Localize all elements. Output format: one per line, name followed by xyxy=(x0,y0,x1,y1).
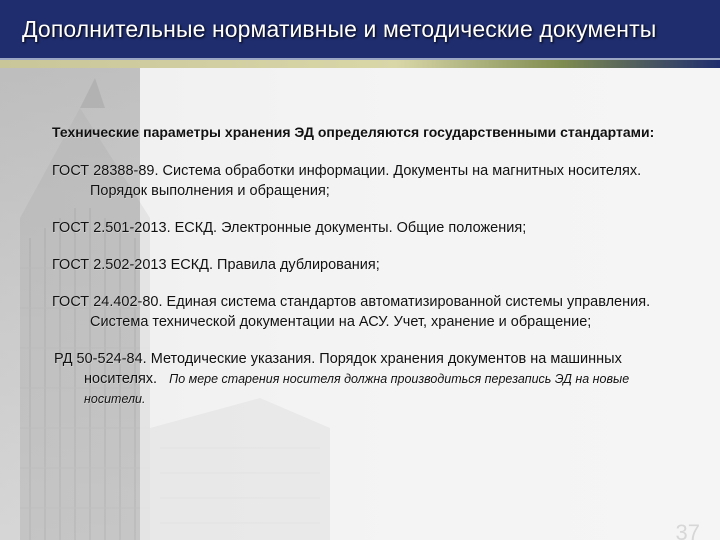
standard-gost-28388: ГОСТ 28388-89. Система обработки информации. Документы на магнитных носителях. Порядок выполнения и обращения; xyxy=(52,163,642,199)
standard-gost-2502: ГОСТ 2.502-2013 ЕСКД. Правила дублирования; xyxy=(52,257,380,273)
intro-paragraph: Технические параметры хранения ЭД определяются государственными стандартами: xyxy=(52,124,655,140)
slide-title: Дополнительные нормативные и методические документы xyxy=(22,16,657,42)
standard-rd-50-524 xyxy=(52,349,662,409)
title-bar xyxy=(0,0,720,60)
document-list xyxy=(52,122,662,426)
accent-bar xyxy=(0,60,720,68)
standard-gost-24402: ГОСТ 24.402-80. Единая система стандартов автоматизированной системы управления. Система технической документации на АСУ. Учет, хранение и обращение; xyxy=(52,294,651,330)
standard-gost-2501: ГОСТ 2.501-2013. ЕСКД. Электронные документы. Общие положения; xyxy=(52,220,527,236)
page-number: 37 xyxy=(675,520,700,540)
rd-text: РД 50-524-84. Методические указания. Порядок хранения документов на машинных носителях. xyxy=(54,351,622,387)
rd-note: По мере старения носителя должна производиться перезапись ЭД на новые носители. xyxy=(84,372,630,406)
